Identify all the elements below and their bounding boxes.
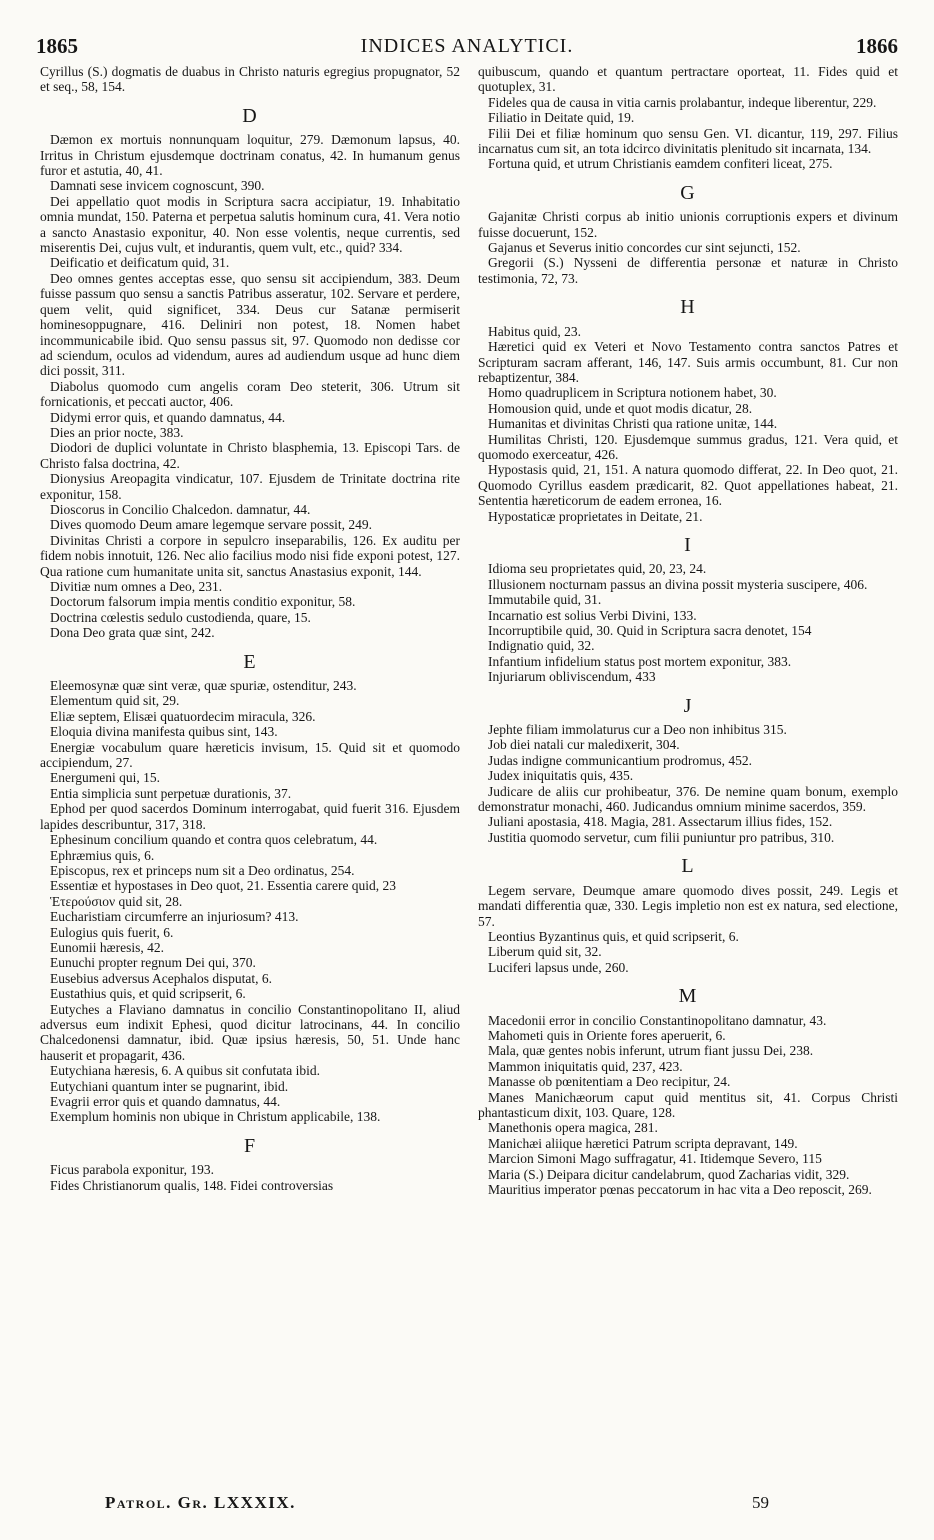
index-entry: Eloquia divina manifesta quibus sint, 143. [50,724,278,740]
section-letter: D [242,104,258,127]
page-number-left: 1865 [36,34,78,58]
index-entry: Ficus parabola exponitur, 193. [50,1162,215,1178]
index-entry: Eutyches a Flaviano damnatus in concilio Constantinopolitano II, aliud adversus eum indixit Ephesi, quod dicitur latrocinans, 44. In concilio Chalcedonensi damnatur, ibid. Quæ ipsius hæresis, 50, 51. Unde hanc hauserit et propagarit, 436. [40,1001,460,1063]
index-entry: Eunomii hæresis, 42. [50,939,164,955]
index-entry: Divinitas Christi a corpore in sepulcro inseparabilis, 126. Ex auditu per fidem nobis innotuit, 126. Nec alio facilius modo nisi fide exponi potest, 127. Qua ratione cum humanitate unita sit, sanctus Anastasius exponit, 144. [40,532,460,579]
index-entry: Legem servare, Deumque amare quomodo dives possit, 249. Legis et mandati differentia quæ, 330. Legis impletio non est ex natura, sed electione, 57. [478,882,898,929]
index-entry: Eusebius adversus Acephalos disputat, 6. [50,970,272,986]
index-entry: Damnati sese invicem cognoscunt, 390. [50,178,265,194]
index-entry: Judicare de aliis cur prohibeatur, 376. De nemine quam bonum, exemplo demonstratur monachi, 460. Judicandus omnium minime sacerdos, 359. [478,783,898,815]
index-entry: Dei appellatio quot modis in Scriptura sacra accipiatur, 19. Inhabitatio omnia mundat, 150. Paterna et perpetua salutis hominum cura, 41. Vera notio a sancto Anastasio exponitur, 40. Non esse volentis, neque currentis, sed miserentis Dei, cujus vult, et indurantis, quem vult, etc., quid? 334. [40,193,460,256]
index-entry: Juliani apostasia, 418. Magia, 281. Assectarum illius fides, 152. [488,814,833,830]
index-entry: Dies an prior nocte, 383. [50,424,184,440]
index-entry: Ephesinum concilium quando et contra quos celebratum, 44. [50,832,378,848]
section-letter: I [684,533,692,556]
index-entry: Didymi error quis, et quando damnatus, 44. [50,409,286,425]
index-entry: Dona Deo grata quæ sint, 242. [50,625,215,641]
index-entry: Dioscorus in Concilio Chalcedon. damnatur, 44. [50,501,311,517]
index-entry: Gregorii (S.) Nysseni de differentia personæ et naturæ in Christo testimonia, 72, 73. [478,255,898,286]
section-letter: G [680,181,696,204]
index-entry: Ephræmius quis, 6. [50,847,155,863]
index-entry: Fides Christianorum qualis, 148. Fidei controversias [50,1177,334,1193]
index-entry: Eucharistiam circumferre an injuriosum? 413. [50,909,299,925]
index-entry: Ephod per quod sacerdos Dominum interrogabat, quid fuerit 316. Ejusdem lapides describuntur, 317, 318. [40,801,460,832]
index-entry: Fideles qua de causa in vitia carnis prolabantur, indeque liberentur, 229. [488,94,877,110]
index-entry: Eustathius quis, et quid scripserit, 6. [50,986,246,1002]
index-entry: Jephte filiam immolaturus cur a Deo non inhibitus 315. [488,722,787,738]
index-entry: Injuriarum obliviscendum, 433 [488,669,656,685]
index-entry: Homousion quid, unde et quot modis dicatur, 28. [488,400,753,416]
index-entry: Manichæi aliique hæretici Patrum scripta depravant, 149. [488,1135,798,1151]
index-entry: Gajanus et Severus initio concordes cur sint sejuncti, 152. [488,240,801,256]
section-letter: F [243,1134,257,1157]
index-entry: Mammon iniquitatis quid, 237, 423. [488,1058,683,1074]
index-entry: Judas indigne communicantium prodromus, 452. [488,752,752,768]
index-entry: Mahometi quis in Oriente fores aperuerit, 6. [488,1027,726,1043]
index-entry: Entia simplicia sunt perpetuæ durationis, 37. [50,785,292,801]
index-entry: Leontius Byzantinus quis, et quid scripserit, 6. [488,928,739,944]
index-entry: quibuscum, quando et quantum pertractare oporteat, 11. Fides quid et quotuplex, 31. [478,64,898,95]
index-entry: Manes Manichæorum caput quid mentitus sit, 41. Corpus Christi phantasticum dixit, 103. Quare, 128. [478,1089,898,1120]
index-entry: Manasse ob pœnitentiam a Deo recipitur, 24. [488,1074,731,1090]
index-entry: Energumeni qui, 15. [50,770,160,786]
index-entry: Energiæ vocabulum quare hæreticis invisum, 15. Quid sit et quomodo accipiendum, 27. [40,739,460,771]
folio-number: 59 [752,1493,769,1512]
index-entry: Job diei natali cur maledixerit, 304. [488,737,680,753]
index-entry: Incorruptibile quid, 30. Quid in Scriptura sacra denotet, 154 [488,623,812,638]
index-entry: Immutabile quid, 31. [488,592,602,608]
index-entry: Elementum quid sit, 29. [50,693,180,709]
index-entry: Luciferi lapsus unde, 260. [488,959,629,975]
index-entry: Eulogius quis fuerit, 6. [50,924,174,940]
index-entry: Incarnatio est solius Verbi Divini, 133. [488,607,697,623]
index-entry: Infantium infidelium status post mortem exponitur, 383. [488,653,792,669]
index-entry: Filii Dei et filiæ hominum quo sensu Gen. VI. dicantur, 119, 297. Filius incarnatus cum sit, an tota idcirco divinitatis plenitudo sit incarnata, 134. [478,125,898,157]
index-entry: Diodori de duplici voluntate in Christo blasphemia, 13. Episcopi Tars. de Christo falsa doctrina, 42. [40,440,460,471]
index-entry: Liberum quid sit, 32. [488,944,602,960]
index-entry: Eutychiani quantum inter se pugnarint, ibid. [50,1078,289,1094]
index-entry: Doctorum falsorum impia mentis conditio exponitur, 58. [50,594,356,610]
section-letter: L [681,855,695,878]
index-entry: Essentiæ et hypostases in Deo quot, 21. Essentia carere quid, 23 [50,878,397,894]
index-entry: Eleemosynæ quæ sint veræ, quæ spuriæ, ostenditur, 243. [50,678,357,694]
index-entry: Exemplum hominis non ubique in Christum applicabile, 138. [50,1109,381,1125]
section-letter: M [678,985,698,1008]
index-entry: Dives quomodo Deum amare legemque servare possit, 249. [50,517,373,533]
index-entry: Indignatio quid, 32. [488,638,595,654]
section-letter: H [680,296,696,319]
index-entry: Illusionem nocturnam passus an divina possit mysteria suscipere, 406. [488,576,868,592]
right-column [478,64,898,1197]
index-entry: Mala, quæ gentes nobis inferunt, utrum fiant jussu Dei, 238. [488,1043,814,1059]
index-entry: Deo omnes gentes acceptas esse, quo sensu sit accipiendum, 383. Deum fuisse passum quo sensu a sanctis Patribus asseratur, 102. Servare et perdere, quem velit, quid significet, 334. Deus cur Satanæ permiserit hominesoppugnare, 416. Deliniri non potest, 18. Nomen habet incommunicabile ibid. Quo sensu passus sit, 97. Quomodo non dedisse cor ad sciendum, oculos ad videndum, aures ad audiendum usque ad hunc diem dici possit, 311. [40,270,460,379]
index-entry: Homo quadruplicem in Scriptura notionem habet, 30. [488,385,777,401]
index-entry: Filiatio in Deitate quid, 19. [488,110,635,126]
left-column [40,64,460,1193]
index-entry: Mauritius imperator pœnas peccatorum in hac vita a Deo reposcit, 269. [488,1182,872,1197]
index-entry: Dionysius Areopagita vindicatur, 107. Ejusdem de Trinitate doctrina rite exponitur, 158. [40,471,460,502]
index-entry: Macedonii error in concilio Constantinopolitano damnatur, 43. [488,1012,827,1028]
index-entry: Hypostasis quid, 21, 151. A natura quomodo differat, 22. In Deo quot, 21. Quomodo Cyrillus easdem prædicarit, 82. Quot appellationes habeat, 21. Sententia hæreticorum de eadem erronea, 16. [478,462,898,509]
index-entry: Fortuna quid, et utrum Christianis eamdem confiteri liceat, 275. [488,156,833,172]
index-entry: Justitia quomodo servetur, cum filii puniuntur pro patribus, 310. [488,829,835,845]
index-entry: Eunuchi propter regnum Dei qui, 370. [50,955,256,971]
index-entry: Evagrii error quis et quando damnatus, 44. [50,1094,281,1109]
page-header [36,34,898,58]
page-title: INDICES ANALYTICI. [360,35,574,57]
index-entry: Humanitas et divinitas Christi qua ratione unitæ, 144. [488,416,778,432]
index-entry: Hypostaticæ proprietates in Deitate, 21. [488,508,703,524]
volume-signature: Patrol. Gr. LXXXIX. [105,1493,296,1512]
index-entry: Ἑτερούσιον quid sit, 28. [50,893,183,909]
section-letter: J [683,694,693,717]
index-entry: Cyrillus (S.) dogmatis de duabus in Christo naturis egregius propugnator, 52 et seq., 58, 154. [40,64,460,95]
index-entry: Divitiæ num omnes a Deo, 231. [50,579,223,594]
index-entry: Hæretici quid ex Veteri et Novo Testamento contra sanctos Patres et Scripturam sacram afferant, 146, 147. Suis armis occumbunt, 81. Cur non rebaptizentur, 384. [478,339,898,385]
index-entry: Gajanitæ Christi corpus ab initio unionis corruptionis expers et divinum fuisse docuerunt, 152. [478,209,898,240]
index-entry: Diabolus quomodo cum angelis coram Deo steterit, 306. Utrum sit fornicationis, et peccati auctor, 406. [40,378,460,410]
index-entry: Idioma seu proprietates quid, 20, 23, 24. [488,561,707,577]
index-entry: Dæmon ex mortuis nonnunquam loquitur, 279. Dæmonum lapsus, 40. Irritus in Christum ejusdemque doctrinam conatus, 42. In humanum genus furor et astutia, 40, 41. [40,132,460,179]
index-entry: Deificatio et deificatum quid, 31. [50,255,230,271]
index-entry: Eliæ septem, Elisæi quatuordecim miracula, 326. [50,708,316,724]
index-entry: Eutychiana hæresis, 6. A quibus sit confutata ibid. [50,1063,320,1079]
index-entry: Episcopus, rex et princeps num sit a Deo ordinatus, 254. [50,862,355,878]
section-letter: E [243,650,257,673]
index-entry: Judex iniquitatis quis, 435. [488,768,634,784]
index-entry: Manethonis opera magica, 281. [488,1120,658,1136]
index-entry: Marcion Simoni Mago suffragatur, 41. Itidemque Severo, 115 [488,1151,822,1167]
index-entry: Maria (S.) Deipara dicitur candelabrum, quod Zacharias vidit, 329. [488,1166,850,1182]
index-entry: Habitus quid, 23. [488,323,581,339]
index-entry: Doctrina cœlestis sedulo custodienda, quare, 15. [50,609,311,625]
index-entry: Humilitas Christi, 120. Ejusdemque summus gradus, 121. Vera quid, et quomodo exerceatur, 426. [478,431,898,462]
page-number-right: 1866 [856,34,898,58]
